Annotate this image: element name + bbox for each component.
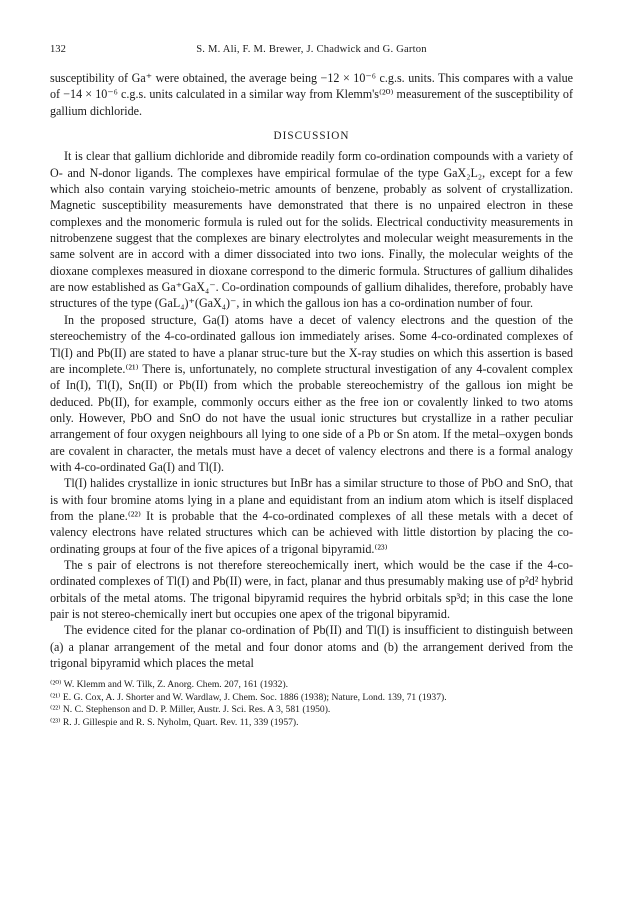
footnote: ⁽²³⁾ R. J. Gillespie and R. S. Nyholm, Quart. Rev. 11, 339 (1957). [50, 716, 299, 728]
section-heading: DISCUSSION [273, 130, 350, 143]
intro-paragraph: susceptibility of Ga⁺ were obtained, the average being −12 × 10⁻⁶ c.g.s. units. This compares with a value of −14 × 10⁻⁶ c.g.s. units calculated in a similar way from Klemm's⁽²⁰⁾ measurement of the susceptibility of gallium dichloride. [50, 71, 573, 118]
discussion-paragraph: Tl(I) halides crystallize in ionic structures but InBr has a similar structure to those of PbO and SnO, that is with four bromine atoms lying in a plane and equidistant from an indium atom which is itself displaced from the plane.⁽²²⁾ It is probable that the 4-co-ordinated complexes of all these metals with a decet of valency electrons have related structures which can be achieved with little distortion by placing the co-ordinating groups at four of the five apices of a trigonal bipyramid.⁽²³⁾ [50, 476, 573, 556]
running-head: S. M. Ali, F. M. Brewer, J. Chadwick and G. Garton [196, 44, 427, 55]
footnotes [50, 679, 573, 729]
page-header [50, 44, 573, 60]
discussion-paragraph: It is clear that gallium dichloride and dibromide readily form co-ordination compounds with a variety of O- and N-donor ligands. The complexes have empirical formulae of the type GaX₂L₂, except for a few which also contain varying stoicheio-metric amounts of benzene, probably as solvent of crystallization. Magnetic susceptibility measurements have demonstrated that there is no unpaired electron in these complexes and the monomeric formula is ruled out for the solids. Electrical conductivity measurements in nitrobenzene suggest that the complexes are binary electrolytes and molecular weight measurements in the same solvent are in accord with a dimer dissociated into two ions. Finally, the molecular weights of the dioxane complexes measured in dioxane correspond to the dimeric formula. Structures of gallium dihalides are now established as Ga⁺GaX₄⁻. Co-ordination compounds of gallium dihalides, therefore, probably have structures of the type (GaL₄)⁺(GaX₄)⁻, in which the gallous ion has a co-ordination number of four. [50, 149, 573, 311]
journal-page [50, 44, 573, 729]
footnote: ⁽²²⁾ N. C. Stephenson and D. P. Miller, Austr. J. Sci. Res. A 3, 581 (1950). [50, 704, 331, 716]
footnote: ⁽²¹⁾ E. G. Cox, A. J. Shorter and W. Wardlaw, J. Chem. Soc. 1886 (1938); Nature, Lond. 139, 71 (1937). [50, 691, 447, 703]
article-body [50, 70, 573, 671]
discussion-paragraph: In the proposed structure, Ga(I) atoms have a decet of valency electrons and the question of the stereochemistry of the 4-co-ordinated gallous ion immediately arises. Some 4-co-ordinated complexes of Tl(I) and Pb(II) are stated to have a planar struc-ture but the X-ray studies on which this assertion is based are incomplete.⁽²¹⁾ There is, unfortunately, no complete structural investigation of any 4-covalent complex of In(I), Tl(I), Sn(II) or Pb(II) from which the probable stereochemistry of the gallous ion might be deduced. Pb(II), for example, commonly occurs either as the free ion or covalently linked to two atoms only. However, PbO and SnO do not have the usual ionic structures but crystallize in a rather peculiar arrangement of four oxygen neighbours all lying to one side of a Pb or Sn atom. If the metal–oxygen bonds are covalent in character, the metals must have a decet of valency electrons and there is a formal analogy with 4-co-ordinated Ga(I) and Tl(I). [50, 312, 573, 474]
discussion-paragraph: The s pair of electrons is not therefore stereochemically inert, which would be the case if the 4-co-ordinated complexes of Tl(I) and Pb(II) were, in fact, planar and thus presumably making use of p²d² hybrid orbitals of the metal atoms. The trigonal bipyramid requires the hybrid orbitals sp³d; in this case the lone pair is not stereo-chemically inert but occupies one apex of the trigonal bipyramid. [50, 557, 573, 621]
footnote: ⁽²⁰⁾ W. Klemm and W. Tilk, Z. Anorg. Chem. 207, 161 (1932). [50, 679, 289, 691]
page-number: 132 [50, 44, 66, 55]
discussion-paragraph: The evidence cited for the planar co-ordination of Pb(II) and Tl(I) is insufficient to distinguish between (a) a planar arrangement of the metal and four donor atoms and (b) the arrangement derived from the trigonal bipyramid which places the metal [50, 623, 573, 671]
